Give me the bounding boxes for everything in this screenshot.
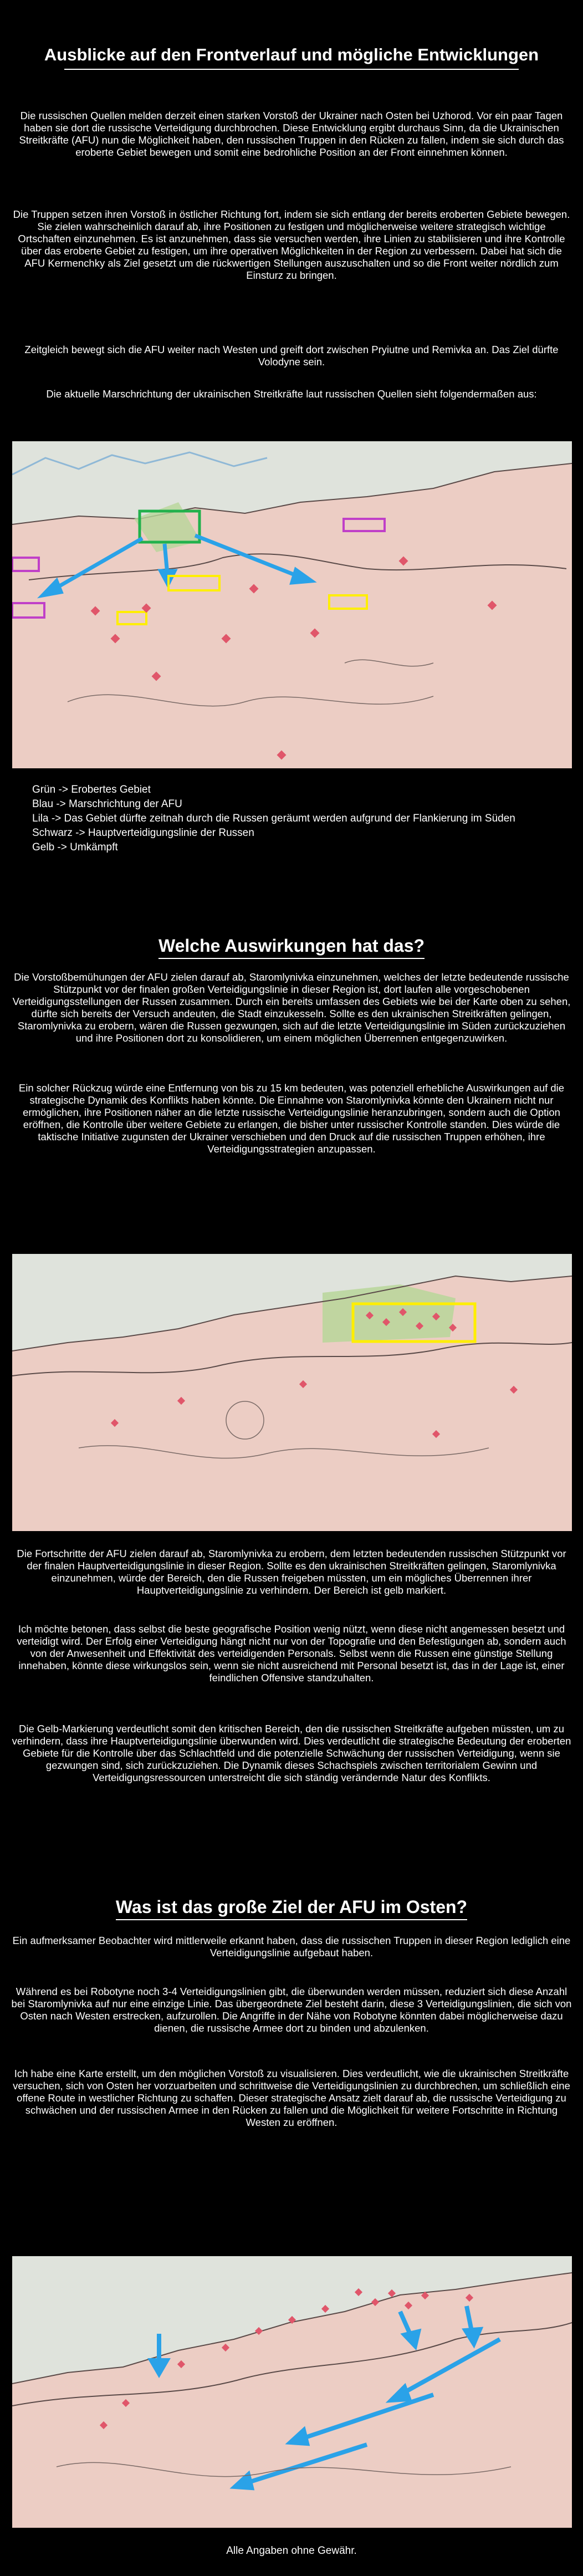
page-title: Ausblicke auf den Frontverlauf und mögliche Entwicklungen [33, 43, 550, 70]
section-title-goal: Was ist das große Ziel der AFU im Osten? [0, 1896, 583, 1918]
legend-item-blue: Blau -> Marschrichtung der AFU [32, 798, 182, 810]
section-title-effects: Welche Auswirkungen hat das? [0, 935, 583, 957]
effects-paragraph-3: Die Fortschritte der AFU zielen darauf ab, Staromlynivka zu erobern, dem letzten bedeutenden russischen Stützpunkt vor der finalen Hauptverteidigungslinie in dieser Region. Sollte es den ukrainischen Streitkräften gelingen, Staromlynivka einzunehmen, würde der Bereich, den die Russen freigeben müssten, um ein mögliches Überrennen ihrer Hauptverteidigungslinie zu verhindern. Der Bereich ist gelb markiert. [17, 1548, 566, 1596]
effects-paragraph-4: Ich möchte betonen, dass selbst die beste geografische Position wenig nützt, wenn diese nicht angemessen besetzt und verteidigt wird. Der Erfolg einer Verteidigung hängt nicht nur von der Topografie und den Befestigungen ab, sondern auch von der Anwesenheit und Effektivität des verteidigenden Personals. Selbst wenn die Russen eine günstige Stellung innehaben, könnte diese wirkungslos sein, wenn sie nicht ausreichend mit Personal besetzt ist, das in der Lage ist, einer feindlichen Offensive standzuhalten. [17, 1623, 566, 1684]
front-map-1 [12, 441, 572, 768]
front-map-3 [12, 2256, 572, 2528]
legend-item-green: Grün -> Erobertes Gebiet [32, 784, 151, 795]
effects-paragraph-5: Die Gelb-Markierung verdeutlicht somit den kritischen Bereich, den die russischen Streitkräfte aufgeben müssten, um zu verhindern, dass ihre Hauptverteidigungslinie überwunden wird. Dies verdeutlicht die strategische Bedeutung der eroberten Gebiete für die Kontrolle über das Schlachtfeld und die potenzielle Schwächung der russischen Verteidigung, wenn sie gezwungen sind, sich zurückzuziehen. Die Dynamik dieses Schachspiels zwischen territorialem Gewinn und Verteidigungsressourcen unterstreicht die sich ständig verändernde Natur des Konflikts. [12, 1723, 571, 1783]
effects-paragraph-2: Ein solcher Rückzug würde eine Entfernung von bis zu 15 km bedeuten, was potenziell erhebliche Auswirkungen auf die strategische Dynamik des Konflikts haben könnte. Die Einnahme von Staromlynivka könnte den Ukrainern nicht nur ermöglichen, ihre Positionen näher an die letzte russische Verteidigungslinie heranzubringen, sondern auch die Option eröffnen, die Kontrolle über weitere Gebiete zu erlangen, die bisher unter russischer Kontrolle standen. Dies würde die taktische Initiative zugunsten der Ukrainer verschieben und den Druck auf die russischen Truppen erhöhen, ihre Verteidigungsstrategien anzupassen. [18, 1082, 565, 1155]
front-map-1-graphic [12, 441, 572, 768]
map-legend [32, 783, 531, 855]
intro-paragraph-4: Die aktuelle Marschrichtung der ukrainischen Streitkräfte laut russischen Quellen sieht folgendermaßen aus: [46, 388, 537, 400]
legend-item-purple: Lila -> Das Gebiet dürfte zeitnah durch die Russen geräumt werden aufgrund der Flankierung im Süden [32, 813, 515, 824]
effects-paragraph-1: Die Vorstoßbemühungen der AFU zielen darauf ab, Staromlynivka einzunehmen, welches der letzte bedeutende russische Stützpunkt vor der finalen großen Verteidigungslinie in dieser Region ist, dort laufen alle vorgeschobenen Verteidigungsstellungen der Russen zusammen. Durch ein bereits umfassen des Gebiets wie bei der Karte oben zu sehen, dürfte sich bereits der Versuch andeuten, die Stadt einzukesseln. Sollte es den ukrainischen Streitkräften gelingen, Staromlynivka zu erobern, wären die Russen gezwungen, sich auf die letzte Verteidigungslinie im Süden zurückzuziehen und ihre Positionen dort zu konsolidieren, um einem möglichen Überrennen entgegenzuwirken. [12, 971, 571, 1044]
intro-paragraph-3: Zeitgleich bewegt sich die AFU weiter nach Westen und greift dort zwischen Pryiutne und Remivka an. Das Ziel dürfte Volodyne sein. [24, 344, 559, 368]
front-map-2-graphic [12, 1254, 572, 1531]
disclaimer-footer: Alle Angaben ohne Gewähr. [226, 2545, 357, 2557]
goal-paragraph-2: Während es bei Robotyne noch 3-4 Verteidigungslinien gibt, die überwunden werden müssen, reduziert sich diese Anzahl bei Staromlynivka auf nur eine einzige Linie. Das übergeordnete Ziel besteht darin, diese 3 Verteidigungslinien, die sich von Osten nach Westen erstrecken, aufzurollen. Die Angriffe in der Nähe von Robotyne könnten dabei möglicherweise dazu dienen, die russische Armee dort zu binden und abzulenken. [11, 1986, 572, 2034]
intro-paragraph-1: Die russischen Quellen melden derzeit einen starken Vorstoß der Ukrainer nach Osten bei Uzhorod. Vor ein paar Tagen haben sie dort die russische Verteidigung durchbrochen. Diese Entwicklung ergibt durchaus Sinn, da die Ukrainischen Streitkräfte (AFU) nun die Möglichkeit haben, den russischen Truppen in den Rücken zu fallen, indem sie sich durch das eroberte Gebiet bewegen und somit eine bedrohliche Position an der Front einnehmen können. [19, 110, 564, 158]
legend-item-black: Schwarz -> Hauptverteidigungslinie der Russen [32, 827, 254, 839]
front-map-3-graphic [12, 2256, 572, 2528]
legend-item-yellow: Gelb -> Umkämpft [32, 841, 118, 853]
front-map-2 [12, 1254, 572, 1531]
title-underline [64, 69, 519, 70]
goal-paragraph-3: Ich habe eine Karte erstellt, um den möglichen Vorstoß zu visualisieren. Dies verdeutlicht, wie die ukrainischen Streitkräfte versuchen, sich von Osten her vorzuarbeiten und schrittweise die Verteidigungslinien zu durchbrechen, um schließlich eine offene Route in westlicher Richtung zu schaffen. Dieser strategische Ansatz zielt darauf ab, die russische Verteidigung zu schwächen und der russischen Armee in den Rücken zu fallen und die Möglichkeit für weitere Fortschritte in Richtung Westen zu eröffnen. [13, 2068, 570, 2128]
intro-paragraph-2: Die Truppen setzen ihren Vorstoß in östlicher Richtung fort, indem sie sich entlang der bereits eroberten Gebiete bewegen. Sie zielen wahrscheinlich darauf ab, ihre Positionen zu festigen und möglicherweise weitere strategisch wichtige Ortschaften einzunehmen. Es ist anzunehmen, dass sie versuchen werden, ihre Linien zu stabilisieren und ihre Kontrolle über das eroberte Gebiet zu festigen, um ihre operativen Möglichkeiten in der Region zu verbessern. Dabei hat sich die AFU Kermenchky als Ziel gesetzt um die rückwertigen Stellungen auszuschalten und so die Front weiter nördlich zum Einsturz zu bringen. [13, 208, 570, 281]
goal-paragraph-1: Ein aufmerksamer Beobachter wird mittlerweile erkannt haben, dass die russischen Truppen in dieser Region lediglich eine Verteidigungslinie aufgebaut haben. [12, 1935, 571, 1958]
